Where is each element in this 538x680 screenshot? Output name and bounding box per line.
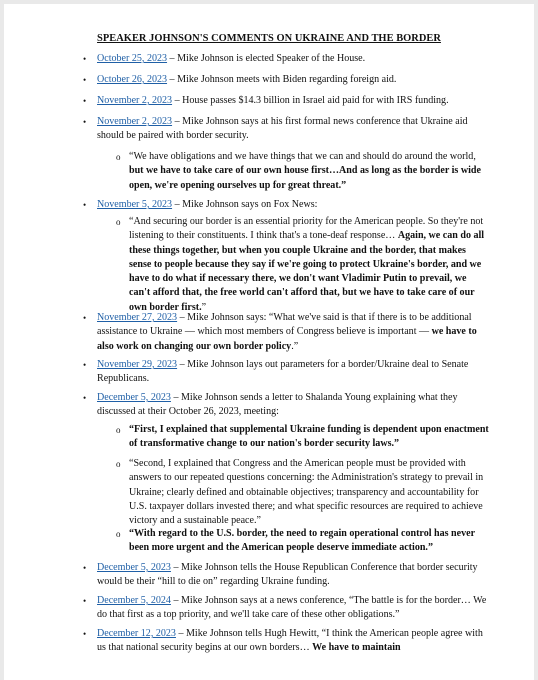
- bullet-icon: •: [83, 313, 87, 323]
- bullet-icon: •: [83, 393, 87, 403]
- quote-item: [116, 457, 489, 528]
- item-text: – Mike Johnson says on Fox News:: [172, 199, 318, 210]
- timeline-item: [83, 73, 487, 87]
- bullet-icon: •: [83, 117, 87, 127]
- quote-text-end: ”: [201, 301, 207, 313]
- quote-text: “We have obligations and we have things that we can and should do around the world,: [129, 151, 476, 162]
- bullet-icon: •: [83, 96, 87, 106]
- date-link[interactable]: October 25, 2023: [97, 53, 168, 64]
- timeline-item: [83, 358, 487, 387]
- item-text: – Mike Johnson meets with Biden regarding foreign aid.: [167, 74, 397, 85]
- bullet-icon: •: [83, 360, 87, 370]
- document-title: SPEAKER JOHNSON'S COMMENTS ON UKRAINE AND THE BORDER: [97, 33, 441, 44]
- item-text: – Mike Johnson lays out parameters for a border/Ukraine deal to Senate Republicans.: [97, 359, 469, 385]
- date-link[interactable]: December 5, 2023: [97, 562, 171, 573]
- item-text: – Mike Johnson says at his first formal news conference that Ukraine aid should be paired with border security.: [97, 116, 468, 142]
- sub-bullet-icon: o: [116, 529, 121, 539]
- quote-text: “Second, I explained that Congress and the American people must be provided with answers to our repeated questions concerning: the Administration's strategy to prevail in Ukraine; clearly defined and obtainable objectives; transparency and accountability for U.S. taxpayer dollars invested there; and what specific resources are required to achieve victory and a sustainable peace.”: [129, 458, 484, 527]
- date-link[interactable]: December 5, 2024: [97, 595, 171, 606]
- quote-bold: “With regard to the U.S. border, the need to regain operational control has never been more urgent and the American people deserve immediate action.”: [129, 528, 475, 554]
- timeline-item: [83, 115, 487, 144]
- quote-text: “And securing our border is an essential priority for the American people. So they're not listening to their constituents. I think that's a tone-deaf response…: [129, 216, 484, 242]
- quote-item: [116, 150, 489, 193]
- quote-item: [116, 423, 489, 452]
- item-text: – Mike Johnson says: “What we've said is that if there is to be additional assistance to Ukraine — which most members of Congress believe is important —: [97, 312, 472, 338]
- bullet-icon: •: [83, 75, 87, 85]
- quote-item: [116, 527, 489, 556]
- date-link[interactable]: November 27, 2023: [97, 312, 178, 323]
- document-page: [4, 4, 534, 680]
- timeline-item: [83, 52, 487, 66]
- item-text-end: .”: [291, 340, 299, 352]
- timeline-item: [83, 627, 487, 656]
- timeline-item: [83, 311, 487, 354]
- quote-bold: but we have to take care of our own house first…And as long as the border is wide open, we're opening ourselves up for great threat.”: [129, 165, 481, 191]
- item-text: – House passes $14.3 billion in Israel aid paid for with IRS funding.: [172, 95, 449, 106]
- item-text: – Mike Johnson tells the House Republican Conference that border security would be their “hill to die on” regarding Ukraine funding.: [97, 562, 478, 588]
- date-link[interactable]: December 12, 2023: [97, 628, 176, 639]
- item-bold: we have to also work on changing our own border policy: [97, 326, 477, 352]
- bullet-icon: •: [83, 200, 87, 210]
- timeline-item: [83, 94, 487, 108]
- date-link[interactable]: November 5, 2023: [97, 199, 173, 210]
- bullet-icon: •: [83, 563, 87, 573]
- date-link[interactable]: November 29, 2023: [97, 359, 178, 370]
- bullet-icon: •: [83, 629, 87, 639]
- bullet-icon: •: [83, 596, 87, 606]
- date-link[interactable]: December 5, 2023: [97, 392, 171, 403]
- quote-bold: Again, we can do all these things together, but when you couple Ukraine and the border, that makes sense to people because they say if we're going to protect Ukraine's border, and we have to do what if necessary there, we don't want Vladimir Putin to prevail, we can't afford that, the free world can't afford that, but we have to take care of our own border first.: [129, 230, 485, 313]
- item-bold: We have to maintain: [312, 642, 401, 654]
- item-text: – Mike Johnson says at a news conference, “The battle is for the border… We do that first as a top priority, and we'll take care of these other obligations.”: [97, 595, 487, 621]
- timeline-item: [83, 391, 487, 420]
- sub-bullet-icon: o: [116, 217, 121, 227]
- sub-bullet-icon: o: [116, 425, 121, 435]
- date-link[interactable]: October 26, 2023: [97, 74, 168, 85]
- quote-bold: “First, I explained that supplemental Ukraine funding is dependent upon enactment of transformative change to our nation's border security laws.”: [129, 424, 489, 450]
- item-text: – Mike Johnson tells Hugh Hewitt, “I think the American people agree with us that national security begins at our own borders…: [97, 628, 483, 654]
- timeline-item: [83, 561, 487, 590]
- timeline-item: [83, 594, 487, 623]
- item-text: – Mike Johnson is elected Speaker of the House.: [167, 53, 366, 64]
- bullet-icon: •: [83, 54, 87, 64]
- date-link[interactable]: November 2, 2023: [97, 116, 173, 127]
- date-link[interactable]: November 2, 2023: [97, 95, 173, 106]
- quote-item: [116, 215, 489, 315]
- sub-bullet-icon: o: [116, 459, 121, 469]
- timeline-item: [83, 198, 487, 212]
- item-text: – Mike Johnson sends a letter to Shalanda Young explaining what they discussed at their October 26, 2023, meeting:: [97, 392, 458, 418]
- sub-bullet-icon: o: [116, 152, 121, 162]
